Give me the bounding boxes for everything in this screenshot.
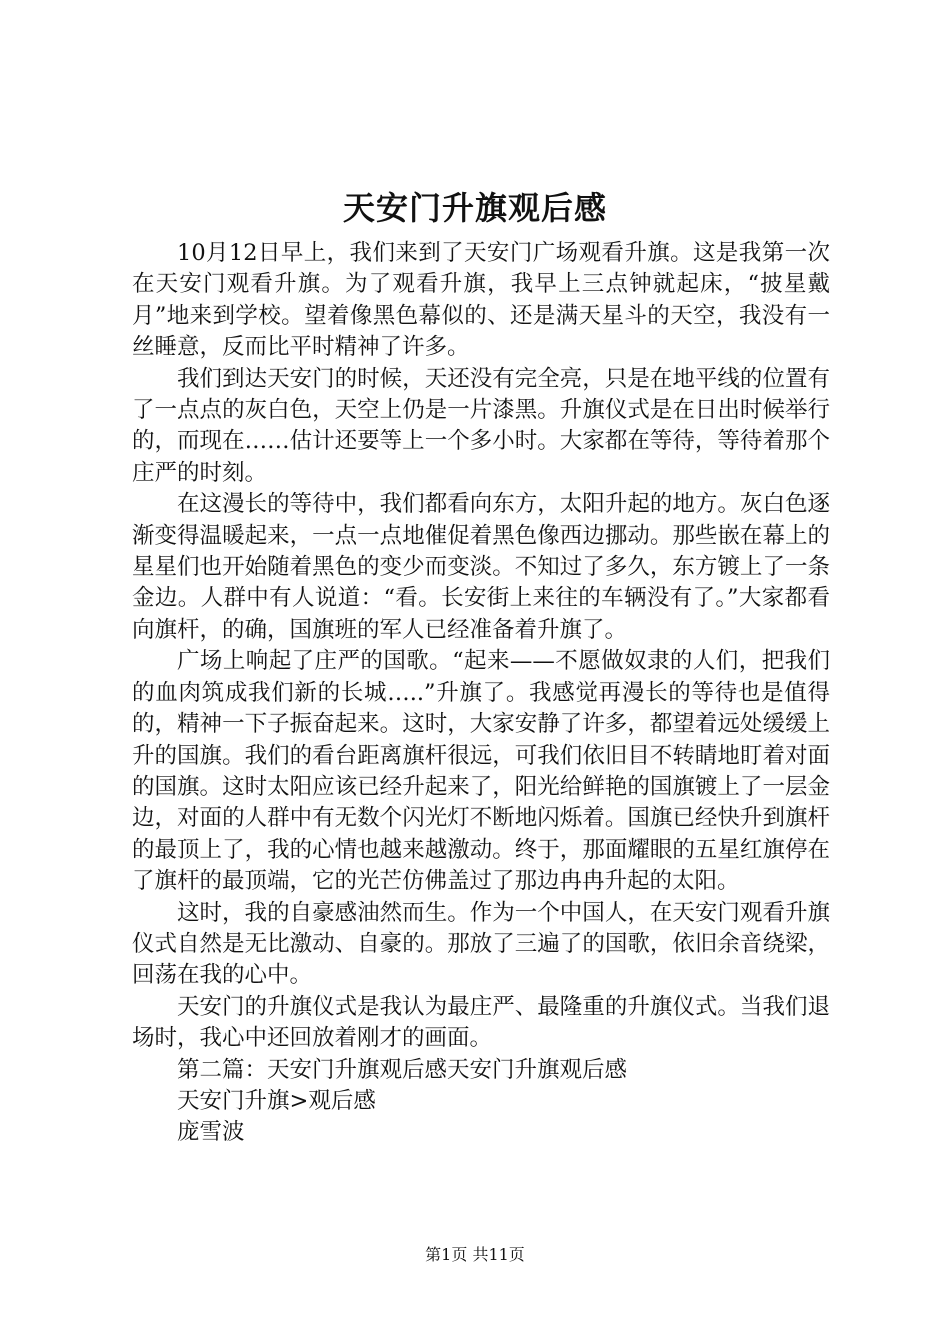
second-article-heading: 第二篇：天安门升旗观后感天安门升旗观后感: [177, 1056, 628, 1083]
body-paragraph: 我们到达天安门的时候，天还没有完全亮，只是在地平线的位置有了一点点的灰白色，天空上仍是一片漆黑。升旗仪式是在日出时候举行的，而现在……估计还要等上一个多小时。大家都在等待，等待着那个庄严的时刻。: [132, 365, 830, 486]
page-footer: 第1页 共11页: [425, 1245, 525, 1264]
author-name: 庞雪波: [177, 1119, 245, 1146]
second-article-subtitle: 天安门升旗>观后感: [177, 1087, 376, 1114]
document-title: 天安门升旗观后感: [342, 189, 607, 227]
body-paragraph: 在这漫长的等待中，我们都看向东方，太阳升起的地方。灰白色逐渐变得温暖起来，一点一点地催促着黑色像西边挪动。那些嵌在幕上的星星们也开始随着黑色的变少而变淡。不知过了多久，东方镀上了一条金边。人群中有人说道：“看。长安街上来往的车辆没有了。”大家都看向旗杆，的确，国旗班的军人已经准备着升旗了。: [132, 491, 830, 643]
document-body: [132, 238, 830, 1149]
body-paragraph: 广场上响起了庄严的国歌。“起来——不愿做奴隶的人们，把我们的血肉筑成我们新的长城…..”升旗了。我感觉再漫长的等待也是值得的，精神一下子振奋起来。这时，大家安静了许多，都望着远处缓缓上升的国旗。我们的看台距离旗杆很远，可我们依旧目不转睛地盯着对面的国旗。这时太阳应该已经升起来了，阳光给鲜艳的国旗镀上了一层金边，对面的人群中有无数个闪光灯不断地闪烁着。国旗已经快升到旗杆的最顶上了，我的心情也越来越激动。终于，那面耀眼的五星红旗停在了旗杆的最顶端，它的光芒仿佛盖过了那边冉冉升起的太阳。: [132, 648, 830, 895]
body-paragraph: 这时，我的自豪感油然而生。作为一个中国人，在天安门观看升旗仪式自然是无比激动、自豪的。那放了三遍了的国歌，依旧余音绕梁，回荡在我的心中。: [132, 899, 830, 989]
body-paragraph: 天安门的升旗仪式是我认为最庄严、最隆重的升旗仪式。当我们退场时，我心中还回放着刚才的画面。: [132, 993, 830, 1052]
body-paragraph: 10月12日早上，我们来到了天安门广场观看升旗。这是我第一次在天安门观看升旗。为了观看升旗，我早上三点钟就起床，“披星戴月”地来到学校。望着像黑色幕似的、还是满天星斗的天空，我没有一丝睡意，反而比平时精神了许多。: [132, 240, 830, 361]
